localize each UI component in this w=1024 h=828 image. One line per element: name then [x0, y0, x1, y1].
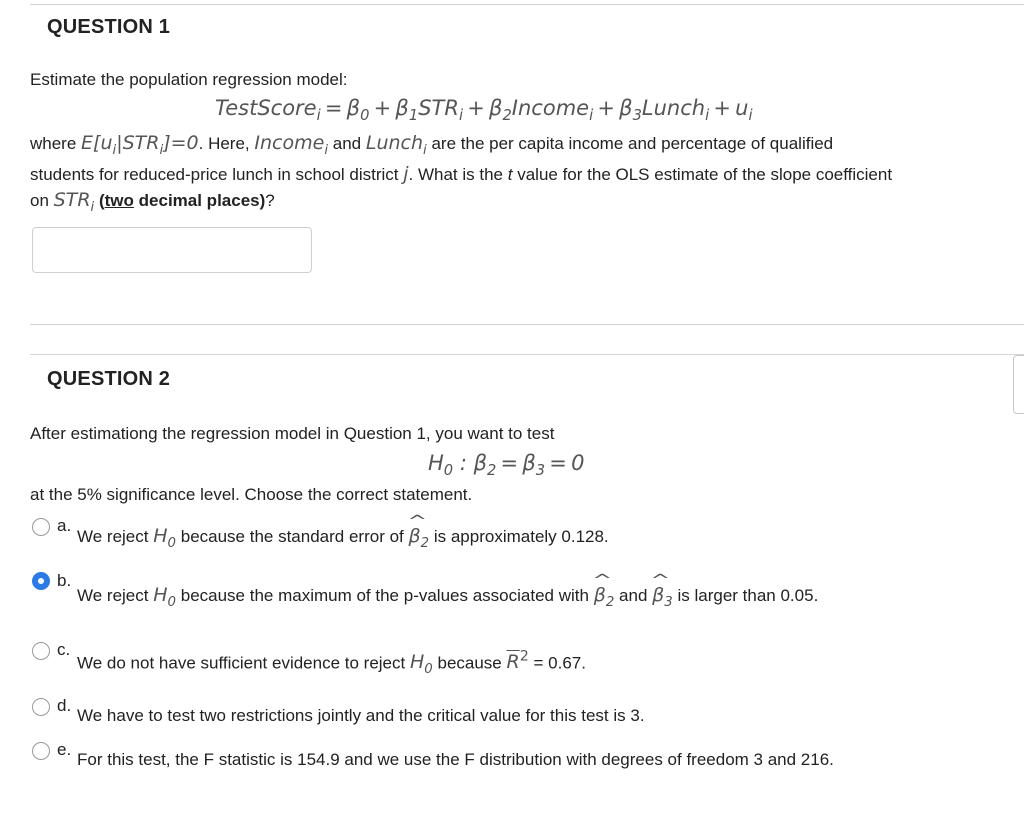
option-c-pre: We do not have sufficient evidence to reject — [77, 653, 406, 673]
option-c-post: = 0.67. — [533, 653, 586, 673]
beta2-hat-math: ^ $\beta_2$ — [594, 584, 615, 610]
question-2-intro: After estimationg the regression model in Question 1, you want to test — [30, 424, 555, 443]
h0-math: $H_0$ — [409, 651, 433, 678]
option-d[interactable] — [32, 696, 932, 726]
option-a-pre: We reject — [77, 527, 149, 546]
option-c-letter: c. — [57, 640, 71, 659]
two-underlined: two — [104, 191, 134, 210]
lunch-math: Lunch$_i$ — [365, 132, 427, 158]
paren-open: ( — [98, 191, 105, 210]
on-text: on — [30, 191, 49, 210]
option-d-text: We have to test two restrictions jointly and the critical value for this test is 3. — [77, 706, 645, 725]
question-1-line-1 — [30, 132, 833, 158]
option-b[interactable] — [32, 571, 992, 611]
option-a-mid: because the standard error of — [180, 527, 404, 546]
question-1-line-2 — [30, 163, 892, 185]
option-a-post: is approximately 0.128. — [433, 527, 609, 546]
question-mark: ? — [265, 191, 275, 210]
option-b-text — [77, 584, 818, 610]
question-1-line-3 — [30, 189, 275, 215]
and-text: and — [332, 134, 362, 153]
question-1-title: QUESTION 1 — [47, 16, 171, 38]
option-c-radio[interactable] — [32, 642, 50, 660]
line2-tail-text: value for the OLS estimate of the slope coefficient — [517, 165, 893, 184]
decimal-places-text: decimal places) — [133, 191, 266, 210]
question-2-title: QUESTION 2 — [47, 368, 171, 390]
beta2-hat-math: ^ $\beta_2$ — [409, 525, 430, 551]
h0-math: $H_0$ — [153, 584, 176, 610]
option-e-radio[interactable] — [32, 742, 50, 760]
option-c[interactable] — [32, 640, 932, 676]
option-c-text — [77, 649, 586, 677]
line2-text: students for reduced-price lunch in school district — [30, 165, 399, 184]
question-2-level: at the 5% significance level. Choose the correct statement. — [30, 485, 473, 504]
option-a-text — [77, 525, 609, 551]
option-b-letter: b. — [57, 571, 72, 590]
conditional-expectation-math: $E[u_i|STR_i]=0$ — [81, 132, 199, 158]
side-answer-panel[interactable] — [1013, 355, 1024, 414]
option-b-post: is larger than 0.05. — [677, 586, 819, 605]
here-text: . Here, — [198, 134, 250, 153]
question-2-top-divider — [30, 354, 1024, 355]
beta3-hat-math: ^ $\beta_3$ — [652, 584, 673, 610]
regression-equation: TestScore$_i$ = $\beta_0 + \beta_1STR_i$ + $\beta_2Income_i$ + $\beta_3Lunch_i + u_i$ — [215, 96, 753, 125]
t-italic: t — [507, 165, 513, 184]
str-math: $STR_i$ — [53, 189, 95, 215]
option-e-letter: e. — [57, 740, 72, 759]
option-e-text: For this test, the F statistic is 154.9 and we use the F distribution with degrees of freedom 3 and 216. — [77, 750, 834, 769]
answer-input[interactable] — [32, 227, 312, 273]
question-1-intro: Estimate the population regression model: — [30, 70, 348, 89]
line2-end-text: . What is the — [408, 165, 504, 184]
option-e[interactable] — [32, 740, 992, 770]
null-hypothesis-equation: $H_0$ : $\beta_2 = \beta_3 = 0$ — [428, 451, 585, 480]
option-a-letter: a. — [57, 516, 72, 535]
option-c-mid: because — [437, 653, 502, 673]
option-a[interactable] — [32, 516, 932, 552]
h0-math: $H_0$ — [153, 525, 176, 551]
option-b-and: and — [619, 586, 648, 605]
where-text: where — [30, 134, 77, 153]
option-d-radio[interactable] — [32, 698, 50, 716]
district-index-math: j — [403, 163, 409, 185]
option-b-radio[interactable] — [32, 572, 50, 590]
option-d-letter: d. — [57, 696, 72, 715]
r-bar-squared-math: $\overline{R}^2$ — [506, 649, 529, 674]
question-1-bottom-divider — [30, 324, 1024, 325]
option-a-radio[interactable] — [32, 518, 50, 536]
top-divider — [30, 4, 1024, 5]
decimal-places-instruction — [99, 191, 265, 210]
income-math: Income$_i$ — [254, 132, 329, 158]
option-b-mid: because the maximum of the p-values associated with — [180, 586, 589, 605]
option-b-pre: We reject — [77, 586, 149, 605]
are-text: are the per capita income and percentage of qualified — [431, 134, 834, 153]
